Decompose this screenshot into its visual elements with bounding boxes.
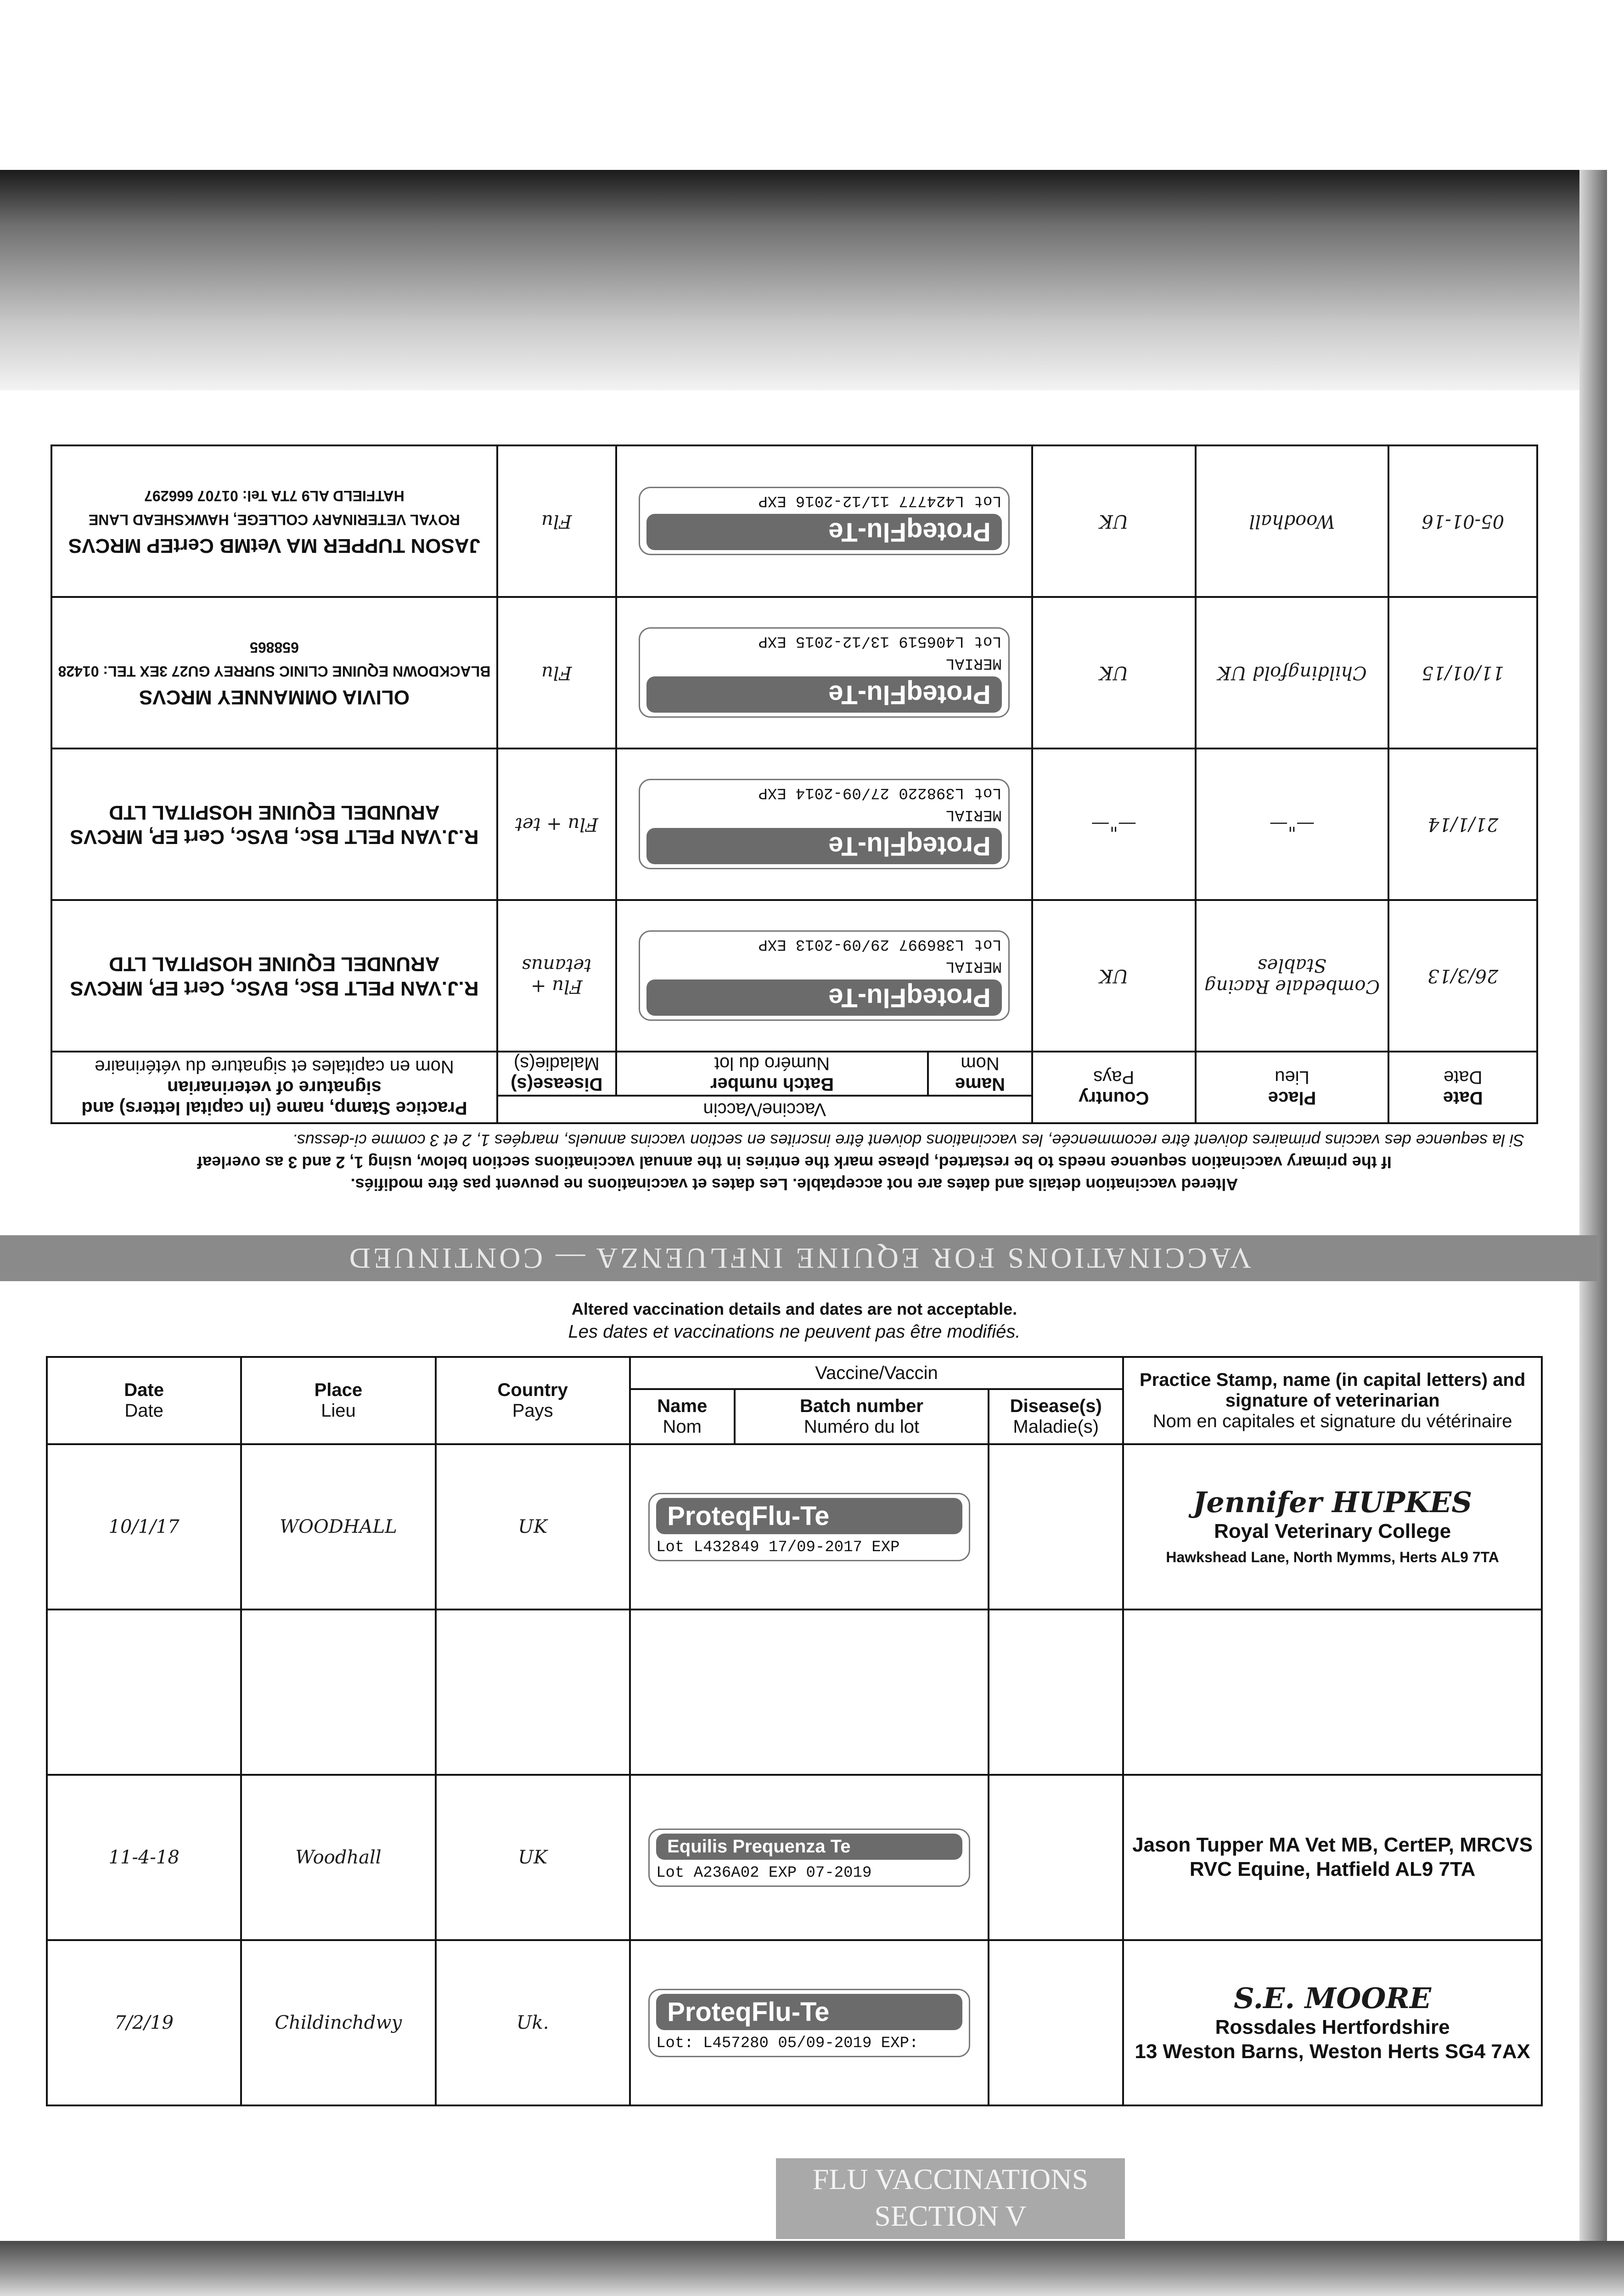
- upper-row4-label: [616, 445, 1032, 597]
- upper-row2-place: —"—: [1196, 748, 1389, 900]
- upper-row1-date: 26/3/13: [1388, 900, 1537, 1052]
- vet-stamp: OLIVIA OMMANNEY MRCVS BLACKDOWN EQUINE CLINIC SURREY GU27 3EX TEL: 01428 658865: [58, 639, 491, 709]
- lower-row2-label: [630, 1609, 989, 1775]
- lower-row1-disease: [989, 1444, 1123, 1609]
- upper-row2-date: 21/1/14: [1388, 748, 1537, 900]
- upper-row4-country: UK: [1032, 445, 1196, 597]
- lower-notice: Altered vaccination details and dates are not acceptable.: [571, 1300, 1017, 1318]
- lower-row4-label: [630, 1940, 989, 2105]
- upper-notice-primary-fr: Si la sequence des vaccins primaires doivent être recommencée, les vaccinations doivent être inscrites en section vaccins annuels, marqées 1, 2 et 3 comme ci-dessus.: [292, 1131, 1524, 1150]
- upper-row2-country: —"—: [1032, 748, 1196, 900]
- vaccine-brand: ProteqFlu-Te: [646, 980, 1002, 1016]
- vaccine-maker: MERIAL: [945, 957, 1002, 975]
- table-row: [47, 1775, 1542, 1940]
- upper-notice-primary: If the primary vaccination sequence needs to be restarted, please mark the entries in the annual vaccinations section below, using 1, 2 and 3 as overleaf: [197, 1153, 1392, 1172]
- vet-stamp: R.J.VAN PELT BSc, BVSc, Cert EP, MRCVS ARUNDEL EQUINE HOSPITAL LTD: [70, 801, 479, 848]
- vaccine-sticker: [639, 487, 1010, 556]
- vaccine-brand: ProteqFlu-Te: [646, 514, 1002, 551]
- vet-stamp: Jennifer HUPKES Royal Veterinary College Hawkshead Lane, North Mymms, Herts AL9 7TA: [1166, 1486, 1499, 1566]
- lower-row3-label: [630, 1775, 989, 1940]
- vaccine-brand: ProteqFlu-Te: [646, 828, 1002, 865]
- upper-row4-place: Woodhall: [1196, 445, 1389, 597]
- vet-stamp: R.J.VAN PELT BSc, BVSc, Cert EP, MRCVS ARUNDEL EQUINE HOSPITAL LTD: [70, 953, 479, 1000]
- lower-row3-place: Woodhall: [241, 1775, 435, 1940]
- upper-row3-disease: Flu: [497, 597, 616, 748]
- upper-row1-place: Combedale Racing Stables: [1196, 900, 1389, 1052]
- lower-row2-date: [47, 1609, 241, 1775]
- upper-row3-label: [616, 597, 1032, 748]
- upper-header-name: Name Nom: [928, 1052, 1032, 1096]
- lower-header-date: Date Date: [47, 1357, 241, 1444]
- upper-header-place: Place Lieu: [1196, 1052, 1389, 1123]
- table-row: [51, 748, 1537, 900]
- lower-row4-date: 7/2/19: [47, 1940, 241, 2105]
- vaccine-lot: Lot L424777 11/12-2016 EXP: [758, 492, 1002, 510]
- scanner-shadow-bottom: [0, 2241, 1624, 2296]
- upper-row4-disease: Flu: [497, 445, 616, 597]
- section-footer-label: [776, 2158, 1125, 2239]
- lower-row4-place: Childinchdwy: [241, 1940, 435, 2105]
- lower-header-disease: Disease(s) Maladie(s): [989, 1389, 1123, 1444]
- footer-line1: FLU VACCINATIONS: [812, 2163, 1089, 2195]
- lower-row1-label: [630, 1444, 989, 1609]
- scanner-shadow-right: [1579, 170, 1607, 2245]
- upper-row4-stamp: [51, 445, 497, 597]
- vaccine-sticker: [639, 931, 1010, 1021]
- vaccine-sticker: [639, 779, 1010, 870]
- upper-row2-label: [616, 748, 1032, 900]
- vaccine-sticker: [648, 1493, 970, 1561]
- footer-line2: SECTION V: [874, 2200, 1027, 2232]
- lower-row2-country: [436, 1609, 630, 1775]
- lower-row1-date: 10/1/17: [47, 1444, 241, 1609]
- section-banner: VACCINATIONS FOR EQUINE INFLUENZA — CONTINUED: [0, 1235, 1598, 1281]
- upper-header-country: Country Pays: [1032, 1052, 1196, 1123]
- vaccine-maker: MERIAL: [945, 806, 1002, 824]
- vet-stamp: S.E. MOORE Rossdales Hertfordshire 13 Weston Barns, Weston Herts SG4 7AX: [1135, 1981, 1530, 2063]
- vaccine-lot: Lot: L457280 05/09-2019 EXP:: [656, 2034, 919, 2052]
- lower-row2-place: [241, 1609, 435, 1775]
- lower-row2-stamp: [1123, 1609, 1542, 1775]
- vaccine-lot: Lot A236A02 EXP 07-2019: [656, 1864, 872, 1882]
- vaccine-sticker: [648, 1829, 970, 1887]
- vaccine-lot: Lot L398220 27/09-2014 EXP: [758, 784, 1002, 802]
- scanner-shadow-top: [0, 170, 1598, 390]
- upper-row3-country: UK: [1032, 597, 1196, 748]
- upper-header-vaccine: Vaccine/Vaccin: [497, 1096, 1032, 1123]
- lower-header-stamp: Practice Stamp, name (in capital letters) and signature of veterinarian Nom en capitales et signature du vétérinaire: [1123, 1357, 1542, 1444]
- lower-header-place: Place Lieu: [241, 1357, 435, 1444]
- lower-row4-country: Uk.: [436, 1940, 630, 2105]
- upper-row4-date: 05-01-16: [1388, 445, 1537, 597]
- table-row: [47, 1444, 1542, 1609]
- table-row: [47, 1609, 1542, 1775]
- lower-header-vaccine: Vaccine/Vaccin: [630, 1357, 1123, 1389]
- vaccine-brand: ProteqFlu-Te: [656, 1498, 962, 1534]
- table-row: [51, 900, 1537, 1052]
- lower-row3-date: 11-4-18: [47, 1775, 241, 1940]
- upper-row2-disease: Flu + tet: [497, 748, 616, 900]
- lower-header-name: Name Nom: [630, 1389, 735, 1444]
- upper-header-stamp: Practice Stamp, name (in capital letters) and signature of veterinarian Nom en capitales et signature du vétérinaire: [51, 1052, 497, 1123]
- upper-vaccination-table: [51, 445, 1538, 1124]
- vaccine-lot: Lot L406519 13/12-2015 EXP: [758, 632, 1002, 650]
- lower-row3-stamp: [1123, 1775, 1542, 1940]
- upper-row1-country: UK: [1032, 900, 1196, 1052]
- lower-header-country: Country Pays: [436, 1357, 630, 1444]
- upper-row1-stamp: [51, 900, 497, 1052]
- table-row: [51, 597, 1537, 748]
- lower-row4-stamp: [1123, 1940, 1542, 2105]
- vaccine-sticker: [648, 1989, 970, 2057]
- lower-row3-disease: [989, 1775, 1123, 1940]
- lower-row1-place: WOODHALL: [241, 1444, 435, 1609]
- vaccine-brand: ProteqFlu-Te: [656, 1994, 962, 2030]
- vet-stamp: JASON TUPPER MA VetMB CertEP MRCVS ROYAL VETERINARY COLLEGE, HAWKSHEAD LANE HATFIELD AL9 7TA Tel: 01707 666297: [68, 487, 481, 557]
- upper-row3-place: Childingfold UK: [1196, 597, 1389, 748]
- lower-page: [46, 1300, 1543, 2106]
- lower-row2-disease: [989, 1609, 1123, 1775]
- upper-header-disease: Disease(s) Maladie(s): [497, 1052, 616, 1096]
- lower-row4-disease: [989, 1940, 1123, 2105]
- vaccine-brand: Equilis Prequenza Te: [656, 1834, 962, 1860]
- upper-row3-date: 11/01/15: [1388, 597, 1537, 748]
- upper-row2-stamp: [51, 748, 497, 900]
- table-row: [47, 1940, 1542, 2105]
- vet-stamp: Jason Tupper MA Vet MB, CertEP, MRCVS RVC Equine, Hatfield AL9 7TA: [1132, 1834, 1533, 1880]
- vaccine-lot: Lot L386997 29/09-2013 EXP: [758, 935, 1002, 953]
- upper-row1-disease: Flu + tetanus: [497, 900, 616, 1052]
- upper-row1-label: [616, 900, 1032, 1052]
- vaccine-maker: MERIAL: [945, 654, 1002, 672]
- lower-notice-fr: Les dates et vaccinations ne peuvent pas être modifiés.: [568, 1322, 1021, 1342]
- upper-header-batch: Batch number Numéro du lot: [616, 1052, 928, 1096]
- lower-row1-stamp: [1123, 1444, 1542, 1609]
- vaccine-brand: ProteqFlu-Te: [646, 677, 1002, 713]
- vaccine-lot: Lot L432849 17/09-2017 EXP: [656, 1538, 900, 1556]
- lower-row1-country: UK: [436, 1444, 630, 1609]
- lower-header-batch: Batch number Numéro du lot: [735, 1389, 989, 1444]
- vaccine-sticker: [639, 628, 1010, 718]
- upper-header-date: Date Date: [1388, 1052, 1537, 1123]
- table-row: [51, 445, 1537, 597]
- upper-page-rotated: [51, 390, 1538, 1194]
- upper-notice: Altered vaccination details and dates are not acceptable. Les dates et vaccinations ne peuvent pas être modifiés.: [350, 1175, 1238, 1194]
- upper-row3-stamp: [51, 597, 497, 748]
- lower-row3-country: UK: [436, 1775, 630, 1940]
- lower-vaccination-table: [46, 1356, 1543, 2106]
